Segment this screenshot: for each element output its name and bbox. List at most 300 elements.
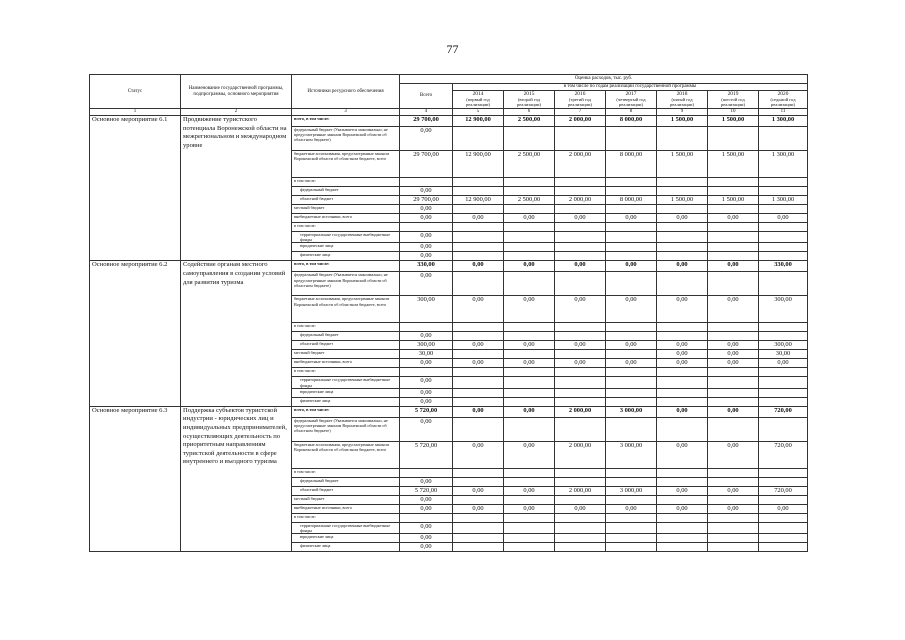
column-number: 7	[555, 109, 606, 116]
value-year	[606, 178, 657, 187]
value-year	[759, 397, 808, 406]
funding-source-regional: областной бюджет	[292, 196, 400, 205]
table-row	[90, 116, 808, 127]
value-year	[453, 477, 504, 486]
value-year	[708, 368, 759, 377]
event-status: Основное мероприятие 6.2	[90, 261, 181, 406]
value-year	[657, 232, 708, 243]
value-year: 330,00	[759, 261, 808, 272]
value-year: 0,00	[453, 359, 504, 368]
value-year	[453, 513, 504, 522]
value-year	[759, 388, 808, 397]
value-total: 0,00	[400, 477, 453, 486]
value-total: 330,00	[400, 261, 453, 272]
funding-source-extrabudget: бюджетные ассигнования, предусмотренные законом Воронежской области об областном бюджете, всего	[292, 441, 400, 468]
value-year	[606, 332, 657, 341]
value-year: 2 500,00	[504, 151, 555, 178]
value-year	[453, 543, 504, 552]
value-year	[555, 332, 606, 341]
value-year	[657, 417, 708, 441]
value-year: 0,00	[453, 406, 504, 417]
header-year-3	[606, 91, 657, 109]
value-year: 8 000,00	[606, 196, 657, 205]
value-year: 0,00	[759, 214, 808, 223]
value-year	[555, 417, 606, 441]
value-year	[453, 417, 504, 441]
value-year	[606, 417, 657, 441]
header-program: Наименование государственной программы, подпрограммы, основного мероприятия	[181, 75, 292, 109]
value-year	[453, 127, 504, 151]
funding-source-individuals: физические лица	[292, 397, 400, 406]
value-year: 0,00	[555, 261, 606, 272]
header-source: Источники ресурсного обеспечения	[292, 75, 400, 109]
column-number: 6	[504, 109, 555, 116]
value-year	[759, 272, 808, 296]
value-year	[504, 468, 555, 477]
value-year	[708, 522, 759, 533]
value-year	[606, 350, 657, 359]
header-year-4	[657, 91, 708, 109]
value-year	[657, 243, 708, 252]
value-year: 0,00	[657, 341, 708, 350]
value-total: 0,00	[400, 397, 453, 406]
value-year	[504, 252, 555, 261]
value-year	[606, 272, 657, 296]
value-year: 2 000,00	[555, 151, 606, 178]
value-year: 1 300,00	[759, 196, 808, 205]
value-year	[708, 205, 759, 214]
value-year	[759, 243, 808, 252]
value-year	[708, 127, 759, 151]
value-year: 0,00	[708, 359, 759, 368]
value-year	[555, 468, 606, 477]
value-year	[606, 522, 657, 533]
value-year: 12 900,00	[453, 116, 504, 127]
value-year	[504, 243, 555, 252]
value-total: 5 720,00	[400, 406, 453, 417]
value-year: 0,00	[708, 261, 759, 272]
value-year	[606, 543, 657, 552]
funding-source-federal-full: федеральный бюджет (Указывается максимально, не предусмотренные законом Воронежской области об областном бюджете)	[292, 272, 400, 296]
value-total: 0,00	[400, 388, 453, 397]
value-year: 0,00	[453, 486, 504, 495]
value-year: 300,00	[759, 296, 808, 323]
value-year	[453, 187, 504, 196]
value-year	[759, 513, 808, 522]
value-total: 0,00	[400, 205, 453, 214]
value-year	[606, 468, 657, 477]
value-total: 300,00	[400, 341, 453, 350]
value-year: 0,00	[708, 214, 759, 223]
value-year: 0,00	[453, 261, 504, 272]
value-year: 0,00	[657, 359, 708, 368]
value-year	[504, 388, 555, 397]
value-year: 0,00	[606, 214, 657, 223]
value-year	[555, 252, 606, 261]
funding-source-incl2: в том числе:	[292, 513, 400, 522]
table-row	[90, 261, 808, 272]
value-year	[453, 350, 504, 359]
header-by-year: в том числе по годам реализации государственной программы	[453, 84, 808, 91]
value-year	[657, 468, 708, 477]
value-total: 0,00	[400, 187, 453, 196]
column-number: 4	[400, 109, 453, 116]
budget-table	[89, 74, 808, 552]
value-total	[400, 368, 453, 377]
value-year	[606, 187, 657, 196]
value-year: 0,00	[708, 406, 759, 417]
value-year	[708, 534, 759, 543]
header-year-2	[555, 91, 606, 109]
value-year	[657, 332, 708, 341]
value-year: 1 500,00	[708, 151, 759, 178]
value-year	[759, 377, 808, 388]
value-total: 29 700,00	[400, 196, 453, 205]
value-total: 0,00	[400, 534, 453, 543]
header-year-label: (седьмой год реализации)	[770, 97, 796, 107]
value-year: 0,00	[657, 350, 708, 359]
funding-source-territorial: территориальные государственные внебюджетные фонды	[292, 522, 400, 533]
value-year	[708, 513, 759, 522]
value-total: 0,00	[400, 504, 453, 513]
value-year	[453, 534, 504, 543]
value-year: 1 500,00	[708, 116, 759, 127]
value-total	[400, 468, 453, 477]
event-status: Основное мероприятие 6.3	[90, 406, 181, 551]
value-year	[606, 388, 657, 397]
value-year	[555, 522, 606, 533]
value-year: 0,00	[453, 441, 504, 468]
header-year-5	[708, 91, 759, 109]
value-year	[657, 543, 708, 552]
value-year: 0,00	[606, 261, 657, 272]
value-year: 0,00	[504, 486, 555, 495]
value-year: 12 900,00	[453, 151, 504, 178]
value-year	[606, 477, 657, 486]
value-year: 0,00	[453, 504, 504, 513]
value-year	[504, 323, 555, 332]
header-year-0	[453, 91, 504, 109]
value-year	[555, 232, 606, 243]
value-year	[555, 477, 606, 486]
column-number: 5	[453, 109, 504, 116]
value-total: 0,00	[400, 522, 453, 533]
value-year: 720,00	[759, 441, 808, 468]
value-total: 0,00	[400, 272, 453, 296]
header-year-label: (пятый год реализации)	[670, 97, 694, 107]
value-year	[708, 495, 759, 504]
value-total: 300,00	[400, 296, 453, 323]
funding-source-extrabudget: бюджетные ассигнования, предусмотренные законом Воронежской области об областном бюджете, всего	[292, 296, 400, 323]
value-year	[606, 205, 657, 214]
value-total	[400, 178, 453, 187]
value-year: 1 500,00	[657, 151, 708, 178]
value-year	[504, 417, 555, 441]
value-year: 0,00	[708, 504, 759, 513]
value-year: 2 000,00	[555, 196, 606, 205]
value-year	[453, 323, 504, 332]
value-year	[555, 323, 606, 332]
value-year: 2 500,00	[504, 196, 555, 205]
value-year: 30,00	[759, 350, 808, 359]
funding-source-incl2: в том числе:	[292, 368, 400, 377]
value-year: 720,00	[759, 406, 808, 417]
value-year: 0,00	[606, 296, 657, 323]
header-year-value: 2014	[472, 91, 484, 97]
value-year	[708, 243, 759, 252]
value-year	[555, 350, 606, 359]
value-year	[504, 350, 555, 359]
value-year	[555, 243, 606, 252]
value-year	[657, 534, 708, 543]
value-year: 300,00	[759, 341, 808, 350]
value-year	[555, 205, 606, 214]
value-year	[708, 543, 759, 552]
value-year	[708, 417, 759, 441]
value-year	[708, 252, 759, 261]
value-year: 0,00	[504, 296, 555, 323]
value-year	[657, 272, 708, 296]
value-year	[504, 205, 555, 214]
event-status: Основное мероприятие 6.1	[90, 116, 181, 261]
value-year	[759, 205, 808, 214]
value-year	[708, 388, 759, 397]
funding-source-individuals: физические лица	[292, 543, 400, 552]
value-year	[504, 178, 555, 187]
funding-source-local: местный бюджет	[292, 350, 400, 359]
funding-source-regional: областной бюджет	[292, 486, 400, 495]
value-year	[759, 477, 808, 486]
value-total: 29 700,00	[400, 151, 453, 178]
value-year	[453, 495, 504, 504]
value-year: 0,00	[504, 406, 555, 417]
value-total: 0,00	[400, 243, 453, 252]
value-total: 0,00	[400, 377, 453, 388]
value-year	[606, 323, 657, 332]
value-year	[759, 522, 808, 533]
value-year	[555, 534, 606, 543]
value-year	[555, 397, 606, 406]
value-total: 29 700,00	[400, 116, 453, 127]
value-year	[555, 513, 606, 522]
value-year: 1 300,00	[759, 151, 808, 178]
value-year	[453, 252, 504, 261]
value-year: 1 500,00	[657, 116, 708, 127]
value-year	[759, 468, 808, 477]
value-year	[555, 272, 606, 296]
value-year: 3 000,00	[606, 406, 657, 417]
value-year: 0,00	[708, 296, 759, 323]
column-number: 9	[657, 109, 708, 116]
value-year: 3 000,00	[606, 486, 657, 495]
value-year: 0,00	[708, 341, 759, 350]
value-year: 0,00	[453, 296, 504, 323]
value-year: 2 000,00	[555, 441, 606, 468]
value-year: 2 000,00	[555, 406, 606, 417]
header-year-value: 2016	[574, 91, 586, 97]
value-total	[400, 513, 453, 522]
value-year	[555, 377, 606, 388]
funding-source-incl: в том числе:	[292, 468, 400, 477]
value-year	[504, 495, 555, 504]
value-year	[504, 534, 555, 543]
value-total: 0,00	[400, 232, 453, 243]
value-year: 0,00	[555, 341, 606, 350]
value-year	[504, 332, 555, 341]
value-year	[759, 332, 808, 341]
funding-source-federal: федеральный бюджет	[292, 477, 400, 486]
value-year	[453, 178, 504, 187]
value-year	[708, 332, 759, 341]
funding-source-territorial: территориальные государственные внебюджетные фонды	[292, 232, 400, 243]
value-year: 0,00	[657, 261, 708, 272]
header-year-label: (второй год реализации)	[517, 97, 541, 107]
value-year: 0,00	[657, 486, 708, 495]
value-year: 0,00	[606, 341, 657, 350]
value-year: 0,00	[504, 214, 555, 223]
funding-source-territorial: территориальные государственные внебюджетные фонды	[292, 377, 400, 388]
value-year	[453, 272, 504, 296]
value-year: 0,00	[657, 214, 708, 223]
header-total: Всего	[400, 84, 453, 109]
table-row	[90, 406, 808, 417]
value-year	[657, 178, 708, 187]
header-year-value: 2017	[625, 91, 637, 97]
value-year	[504, 223, 555, 232]
value-year	[555, 543, 606, 552]
value-year: 0,00	[504, 504, 555, 513]
value-year	[657, 377, 708, 388]
value-year	[759, 232, 808, 243]
value-year	[606, 127, 657, 151]
value-total: 0,00	[400, 214, 453, 223]
funding-source-total: всего, в том числе:	[292, 116, 400, 127]
value-year: 0,00	[504, 341, 555, 350]
value-year	[708, 477, 759, 486]
value-year	[504, 232, 555, 243]
value-year	[657, 368, 708, 377]
value-year	[453, 522, 504, 533]
value-year	[504, 522, 555, 533]
value-year: 8 000,00	[606, 151, 657, 178]
funding-source-federal-full: федеральный бюджет (Указывается максимально, не предусмотренные законом Воронежской области об областном бюджете)	[292, 417, 400, 441]
value-year	[657, 397, 708, 406]
value-year	[759, 187, 808, 196]
funding-source-total: всего, в том числе:	[292, 406, 400, 417]
value-year	[555, 495, 606, 504]
funding-source-legal: юридические лица	[292, 243, 400, 252]
value-year	[708, 397, 759, 406]
value-total: 0,00	[400, 495, 453, 504]
value-year	[606, 252, 657, 261]
value-year	[606, 243, 657, 252]
header-year-value: 2019	[727, 91, 739, 97]
value-total: 0,00	[400, 543, 453, 552]
funding-source-federal: федеральный бюджет	[292, 187, 400, 196]
value-year	[708, 468, 759, 477]
value-year	[453, 223, 504, 232]
value-total	[400, 323, 453, 332]
value-year: 0,00	[504, 261, 555, 272]
page-number: 77	[446, 42, 459, 56]
funding-source-incl: в том числе:	[292, 178, 400, 187]
value-total: 0,00	[400, 417, 453, 441]
value-year	[606, 223, 657, 232]
value-year	[606, 232, 657, 243]
value-year	[555, 187, 606, 196]
column-number: 8	[606, 109, 657, 116]
value-year	[504, 127, 555, 151]
value-year: 0,00	[708, 350, 759, 359]
value-year	[657, 495, 708, 504]
funding-source-federal-full: федеральный бюджет (Указывается максимально, не предусмотренные законом Воронежской области об областном бюджете)	[292, 127, 400, 151]
value-year: 12 900,00	[453, 196, 504, 205]
value-year	[606, 513, 657, 522]
value-year: 0,00	[504, 359, 555, 368]
funding-source-incl: в том числе:	[292, 323, 400, 332]
value-year: 2 000,00	[555, 486, 606, 495]
value-year	[555, 223, 606, 232]
value-year	[606, 368, 657, 377]
value-year	[453, 232, 504, 243]
value-year	[606, 495, 657, 504]
value-total: 0,00	[400, 127, 453, 151]
header-year-label: (шестой год реализации)	[721, 97, 745, 107]
value-year: 3 000,00	[606, 441, 657, 468]
value-year	[759, 543, 808, 552]
funding-source-extrabudget: бюджетные ассигнования, предусмотренные законом Воронежской области об областном бюджете, всего	[292, 151, 400, 178]
header-year-label: (третий год реализации)	[568, 97, 592, 107]
header-year-label: (первый год реализации)	[466, 97, 490, 107]
value-year	[504, 477, 555, 486]
funding-source-legal: юридические лица	[292, 534, 400, 543]
header-year-1	[504, 91, 555, 109]
value-year	[759, 178, 808, 187]
value-year: 0,00	[657, 441, 708, 468]
value-year	[759, 323, 808, 332]
column-number: 1	[90, 109, 181, 116]
value-year	[504, 187, 555, 196]
value-year	[453, 243, 504, 252]
funding-source-federal: федеральный бюджет	[292, 332, 400, 341]
value-year: 0,00	[453, 341, 504, 350]
value-year	[708, 178, 759, 187]
value-year: 2 500,00	[504, 116, 555, 127]
value-year	[555, 178, 606, 187]
value-year	[657, 127, 708, 151]
value-year	[708, 187, 759, 196]
value-year	[759, 223, 808, 232]
value-year: 720,00	[759, 486, 808, 495]
value-year	[657, 252, 708, 261]
value-year	[555, 368, 606, 377]
value-year: 8 000,00	[606, 116, 657, 127]
value-year	[759, 368, 808, 377]
value-year	[606, 397, 657, 406]
value-year	[453, 368, 504, 377]
value-year: 0,00	[555, 359, 606, 368]
value-year	[759, 534, 808, 543]
value-year	[606, 377, 657, 388]
header-year-value: 2018	[676, 91, 688, 97]
header-year-6	[759, 91, 808, 109]
value-year: 1 300,00	[759, 116, 808, 127]
value-year	[453, 388, 504, 397]
header-year-value: 2015	[523, 91, 535, 97]
value-year	[759, 417, 808, 441]
value-year	[504, 377, 555, 388]
header-status: Статус	[90, 75, 181, 109]
